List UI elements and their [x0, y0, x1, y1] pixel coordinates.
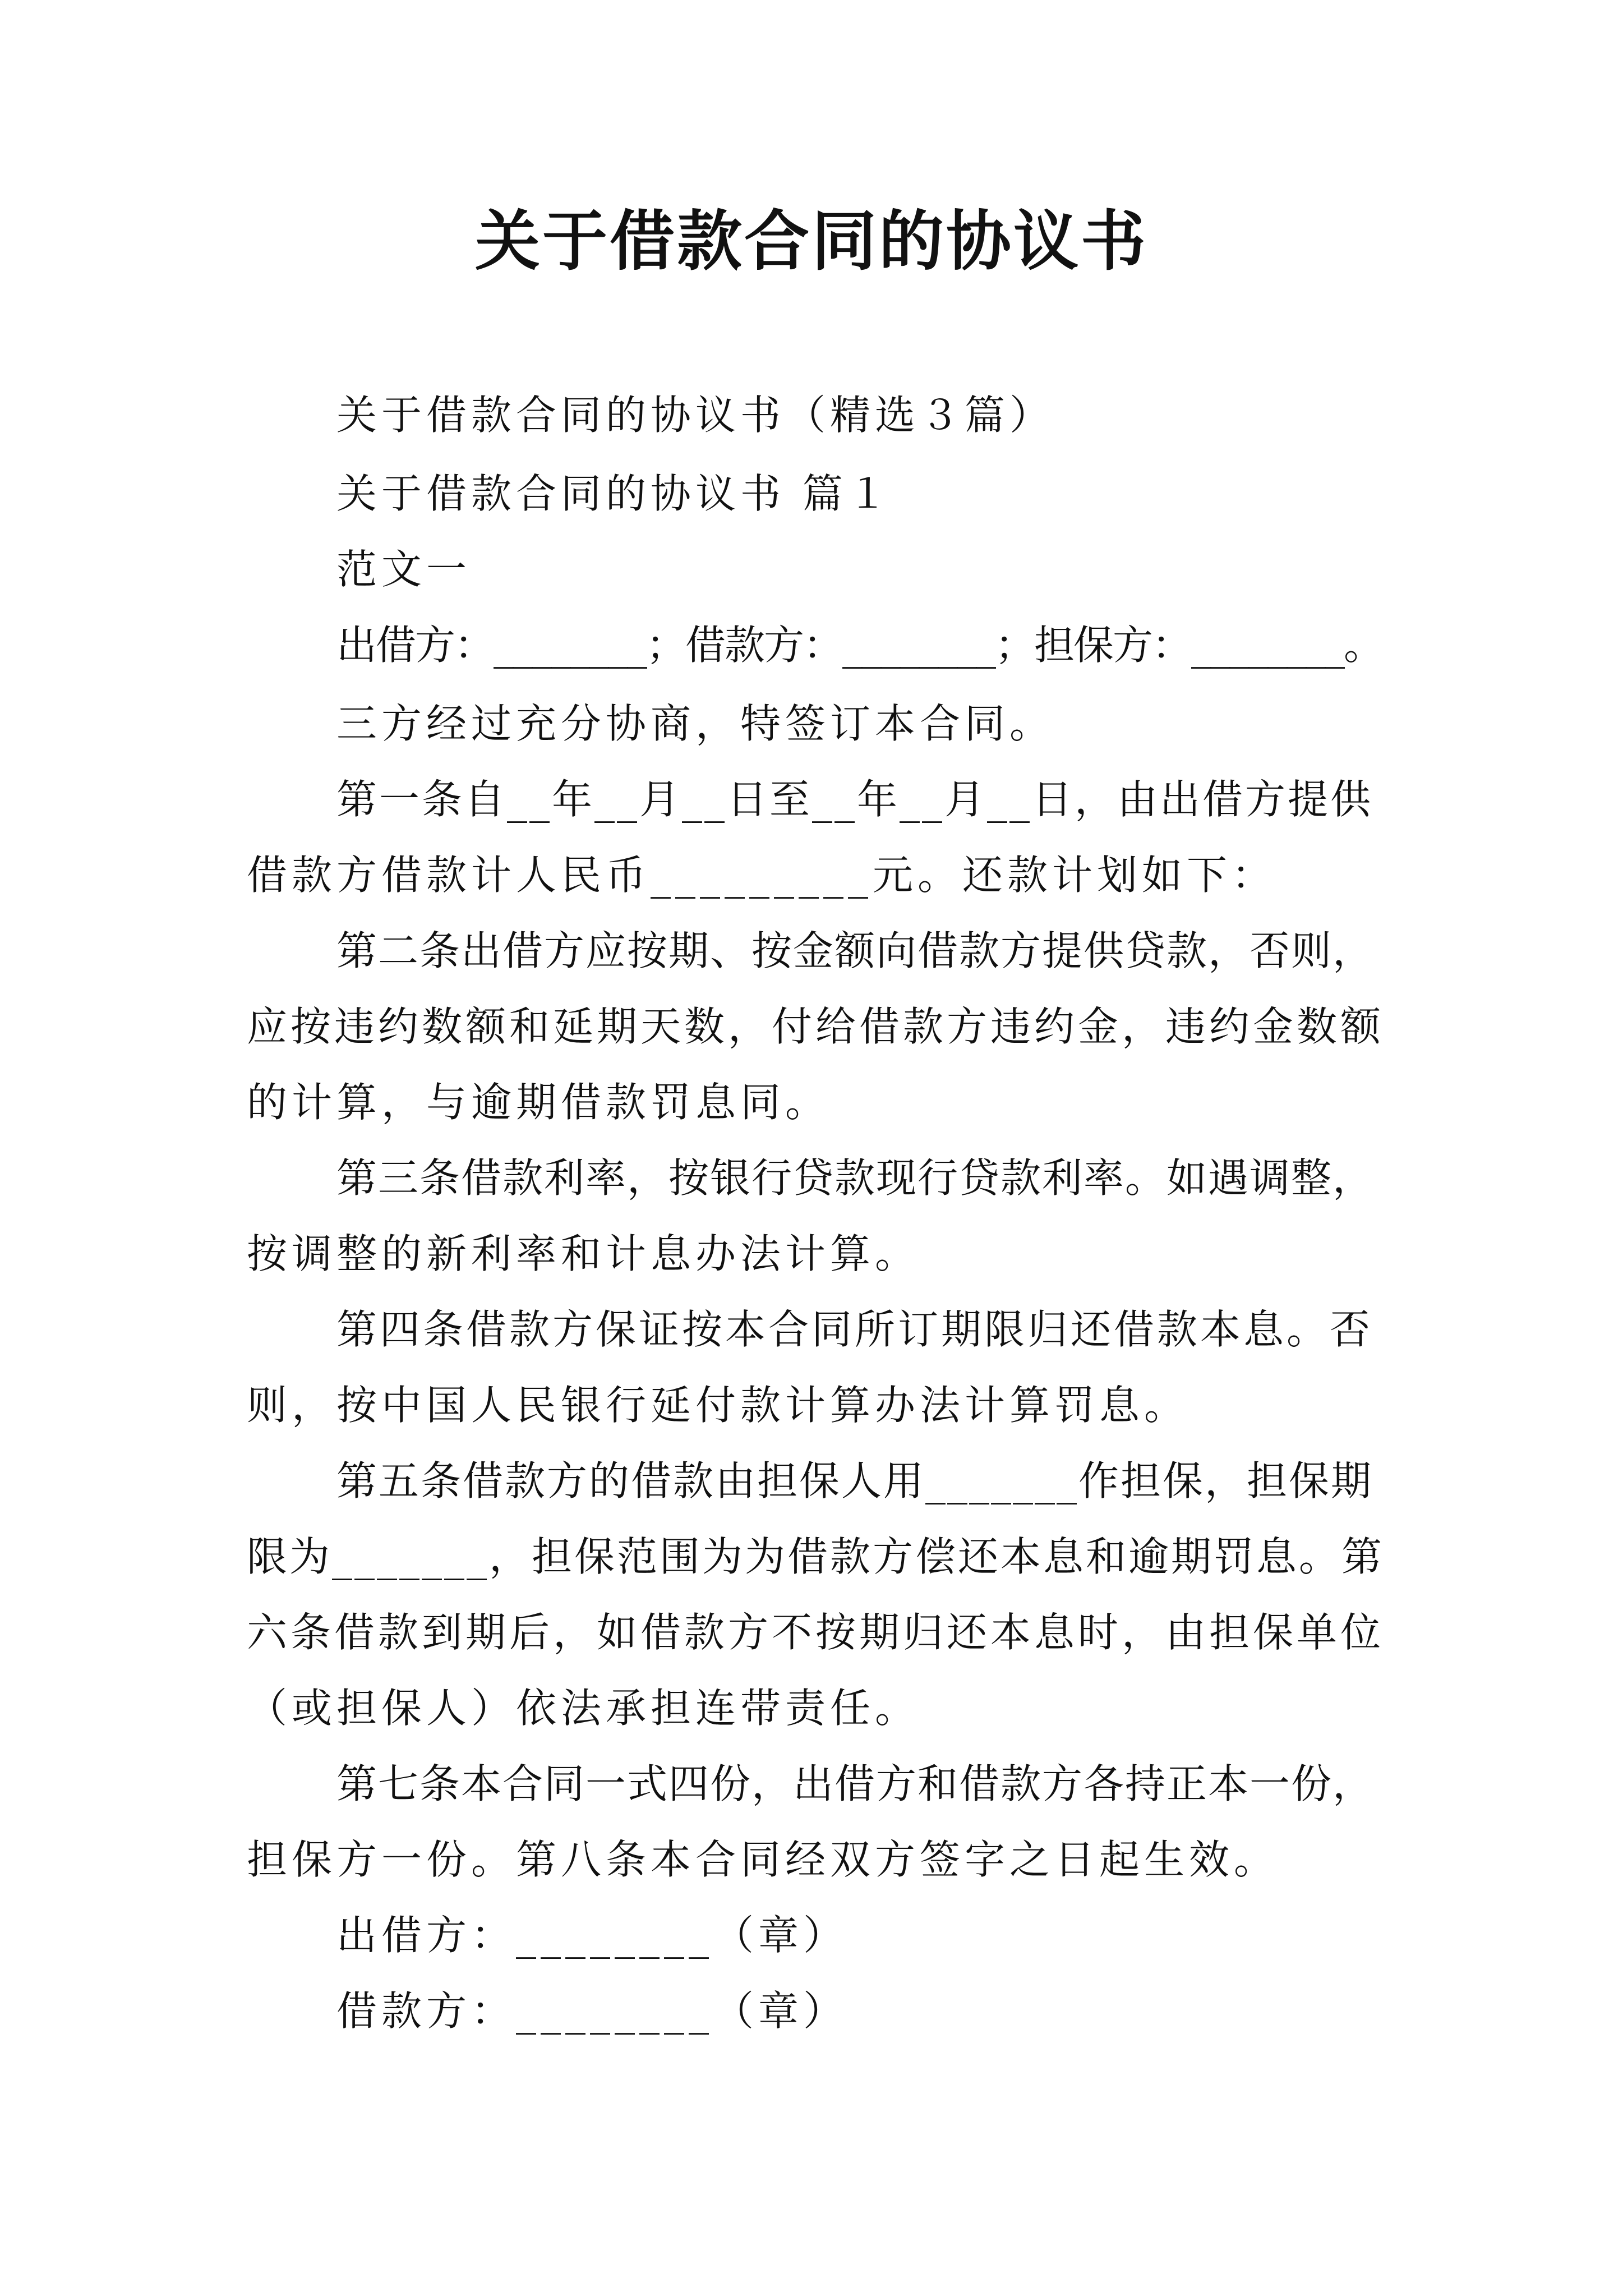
article-6-line-2: （或担保人）依法承担连带责任。 — [247, 1685, 920, 1732]
lender-signature-line: 出借方：________（章） — [336, 1912, 849, 1959]
borrower-signature-line: 借款方：________（章） — [336, 1987, 849, 2035]
article-1-line-1: 第一条自__年__月__日至__年__月__日，由出借方提供 — [336, 776, 1373, 823]
article-7-line-2: 担保方一份。第八条本合同经双方签字之日起生效。 — [247, 1836, 1279, 1883]
document-title: 关于借款合同的协议书 — [475, 203, 1148, 279]
article-4-line-1: 第四条借款方保证按本合同所订期限归还借款本息。否 — [336, 1306, 1373, 1353]
article-3-line-1: 第三条借款利率，按银行贷款现行贷款利率。如遇调整， — [336, 1154, 1375, 1202]
parties-line: 出借方：________；借款方：________；担保方：________。 — [336, 622, 1384, 669]
intro-paragraph: 三方经过充分协商，特签订本合同。 — [336, 700, 1055, 747]
sample-label: 范文一 — [336, 546, 472, 593]
article-3-line-2: 按调整的新利率和计息办法计算。 — [247, 1230, 920, 1277]
article-1-line-2: 借款方借款计人民币_________元。还款计划如下： — [247, 852, 1277, 899]
article-2-line-1: 第二条出借方应按期、按金额向借款方提供贷款，否则， — [336, 927, 1375, 974]
article-6-line-1: 六条借款到期后，如借款方不按期归还本息时，由担保单位 — [247, 1609, 1385, 1656]
article-4-line-2: 则，按中国人民银行延付款计算办法计算罚息。 — [247, 1382, 1189, 1429]
section-heading: 关于借款合同的协议书 篇１ — [336, 470, 892, 517]
article-2-line-2: 应按违约数额和延期天数，付给借款方违约金，违约金数额 — [247, 1003, 1385, 1050]
article-5-line-2: 限为_______，担保范围为为借款方偿还本息和逾期罚息。第 — [247, 1533, 1385, 1580]
article-5-line-1: 第五条借款方的借款由担保人用_______作担保，担保期 — [336, 1457, 1373, 1504]
subtitle-selection: 关于借款合同的协议书（精选３篇） — [336, 392, 1055, 439]
article-7-line-1: 第七条本合同一式四份，出借方和借款方各持正本一份， — [336, 1760, 1375, 1807]
article-2-line-3: 的计算，与逾期借款罚息同。 — [247, 1079, 831, 1126]
